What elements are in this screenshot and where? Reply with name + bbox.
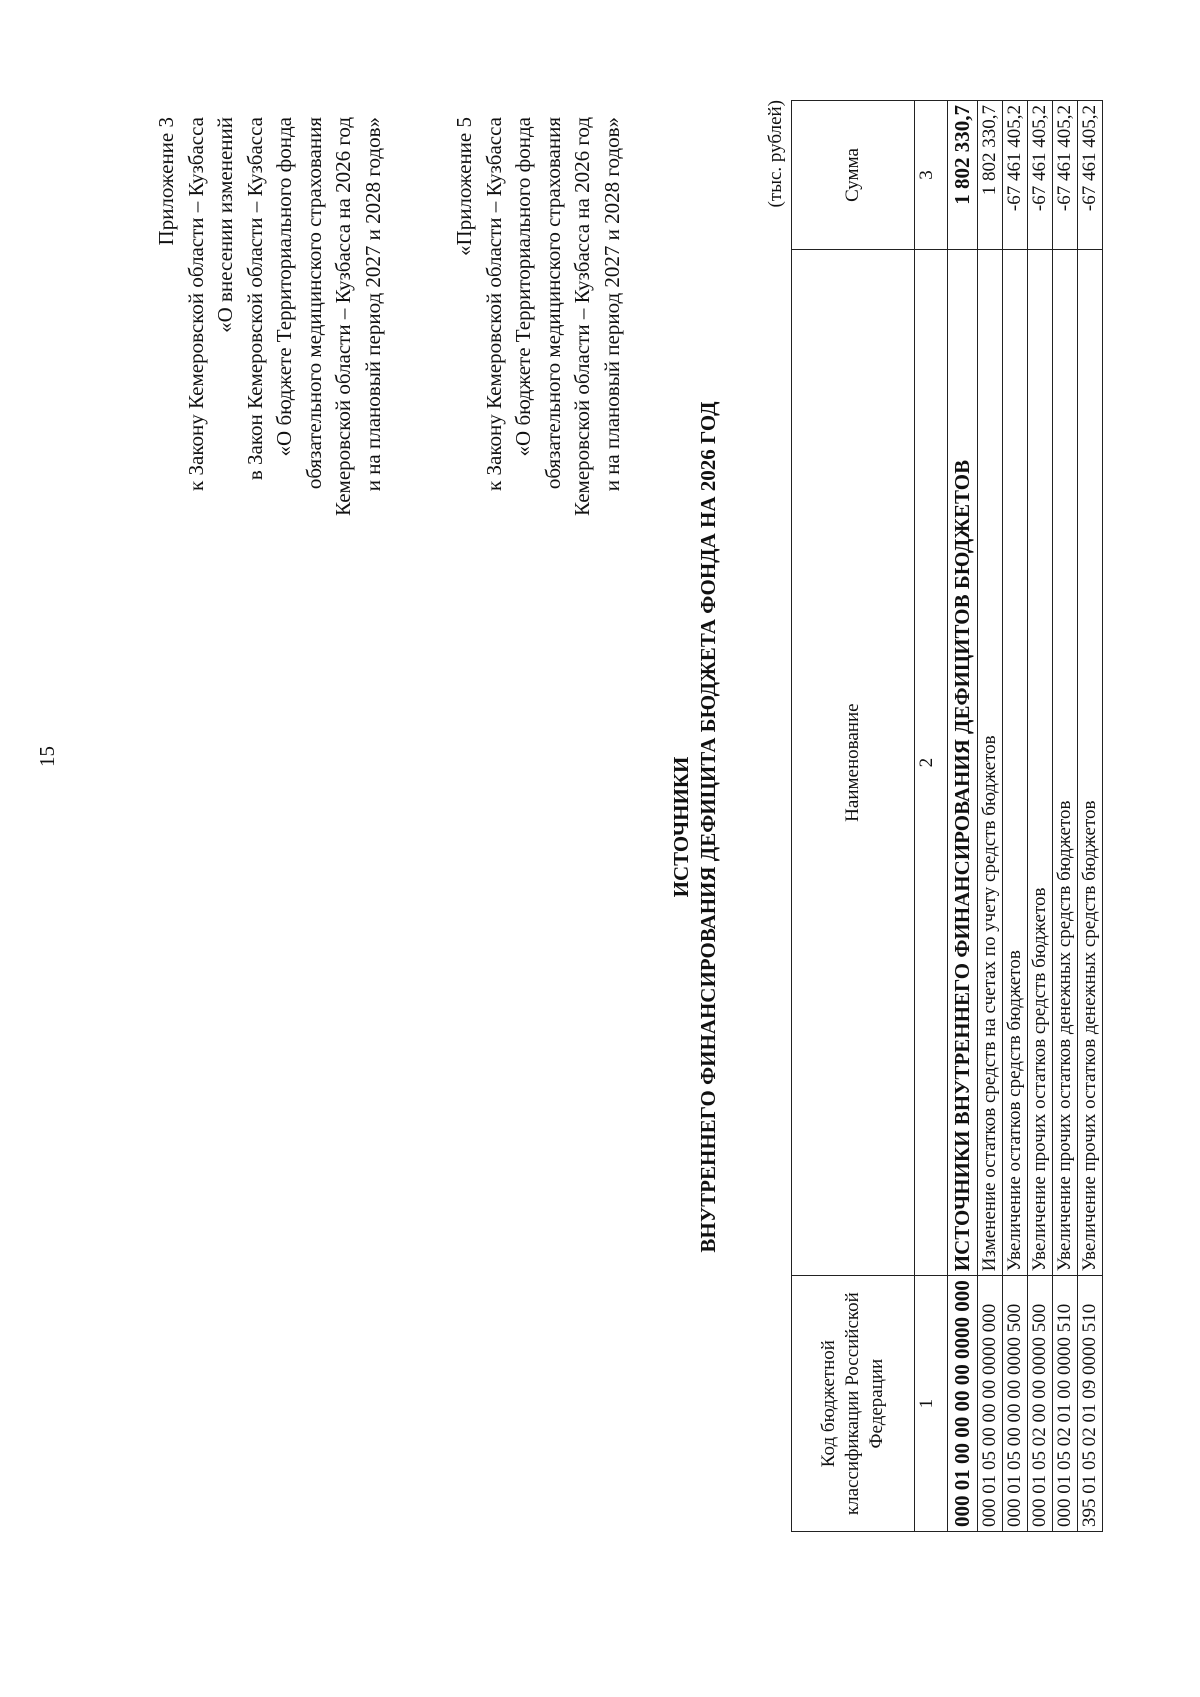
table-row bbox=[978, 101, 1003, 1532]
header-name: Наименование bbox=[792, 250, 915, 1276]
title-line-2: ВНУТРЕННЕГО ФИНАНСИРОВАНИЯ ДЕФИЦИТА БЮДЖЕТА ФОНДА НА 2026 ГОД bbox=[696, 401, 720, 1253]
row-sum: 1 802 330,7 bbox=[948, 101, 978, 250]
appendix-3-line: «О внесении изменений bbox=[213, 117, 237, 333]
appendix-5-line: «Приложение 5 bbox=[452, 117, 476, 256]
appendix-3-line: «О бюджете Территориального фонда bbox=[272, 117, 296, 457]
financing-sources-table bbox=[791, 100, 1103, 1532]
appendix-3-line: Кемеровской области – Кузбасса на 2026 год bbox=[331, 117, 355, 516]
row-sum: -67 461 405,2 bbox=[1053, 101, 1078, 250]
page-number: 15 bbox=[35, 746, 59, 767]
row-name: Увеличение прочих остатков денежных средств бюджетов bbox=[1053, 250, 1078, 1276]
title-line-1: ИСТОЧНИКИ bbox=[669, 756, 693, 898]
appendix-3-line: Приложение 3 bbox=[154, 117, 178, 246]
row-code: 000 01 00 00 00 00 0000 000 bbox=[948, 1276, 978, 1532]
document-title bbox=[668, 177, 722, 1477]
appendix-5-line: Кемеровской области – Кузбасса на 2026 год bbox=[570, 117, 594, 516]
table-row bbox=[1078, 101, 1103, 1532]
row-code: 000 01 05 00 00 00 0000 000 bbox=[978, 1276, 1003, 1532]
table-column-numbers-row bbox=[915, 101, 948, 1532]
table-row bbox=[948, 101, 978, 1532]
header-code: Код бюджетной классификации Российской Федерации bbox=[792, 1276, 915, 1532]
row-name: Увеличение прочих остатков денежных средств бюджетов bbox=[1078, 250, 1103, 1276]
table-header-row bbox=[792, 101, 915, 1532]
appendix-3-line: к Закону Кемеровской области – Кузбасса bbox=[183, 117, 208, 491]
units-label: (тыс. рублей) bbox=[765, 100, 786, 208]
column-number: 3 bbox=[915, 101, 948, 250]
row-sum: -67 461 405,2 bbox=[1003, 101, 1028, 250]
row-name: Изменение остатков средств на счетах по учету средств бюджетов bbox=[978, 250, 1003, 1276]
row-name: ИСТОЧНИКИ ВНУТРЕННЕГО ФИНАНСИРОВАНИЯ ДЕФИЦИТОВ БЮДЖЕТОВ bbox=[948, 250, 978, 1276]
appendix-3-line: и на плановый период 2027 и 2028 годов» bbox=[360, 117, 385, 492]
row-sum: 1 802 330,7 bbox=[978, 101, 1003, 250]
header-sum: Сумма bbox=[792, 101, 915, 250]
appendix-5-line: к Закону Кемеровской области – Кузбасса bbox=[481, 117, 506, 491]
column-number: 1 bbox=[915, 1276, 948, 1532]
appendix-5-header bbox=[450, 117, 627, 516]
appendix-3-line: в Закон Кемеровской области – Кузбасса bbox=[242, 117, 267, 481]
row-code: 000 01 05 02 00 00 0000 500 bbox=[1028, 1276, 1053, 1532]
row-code: 395 01 05 02 01 09 0000 510 bbox=[1078, 1276, 1103, 1532]
table-row bbox=[1003, 101, 1028, 1532]
appendix-5-line: «О бюджете Территориального фонда bbox=[511, 117, 535, 457]
row-name: Увеличение прочих остатков средств бюджетов bbox=[1028, 250, 1053, 1276]
appendix-5-line: и на плановый период 2027 и 2028 годов» bbox=[599, 117, 624, 492]
appendix-5-line: обязательного медицинского страхования bbox=[540, 117, 565, 490]
appendix-3-line: обязательного медицинского страхования bbox=[301, 117, 326, 490]
row-code: 000 01 05 00 00 00 0000 500 bbox=[1003, 1276, 1028, 1532]
appendix-3-header bbox=[152, 117, 388, 516]
column-number: 2 bbox=[915, 250, 948, 1276]
row-name: Увеличение остатков средств бюджетов bbox=[1003, 250, 1028, 1276]
table-row bbox=[1053, 101, 1078, 1532]
table-row bbox=[1028, 101, 1053, 1532]
row-sum: -67 461 405,2 bbox=[1028, 101, 1053, 250]
row-sum: -67 461 405,2 bbox=[1078, 101, 1103, 250]
row-code: 000 01 05 02 01 00 0000 510 bbox=[1053, 1276, 1078, 1532]
